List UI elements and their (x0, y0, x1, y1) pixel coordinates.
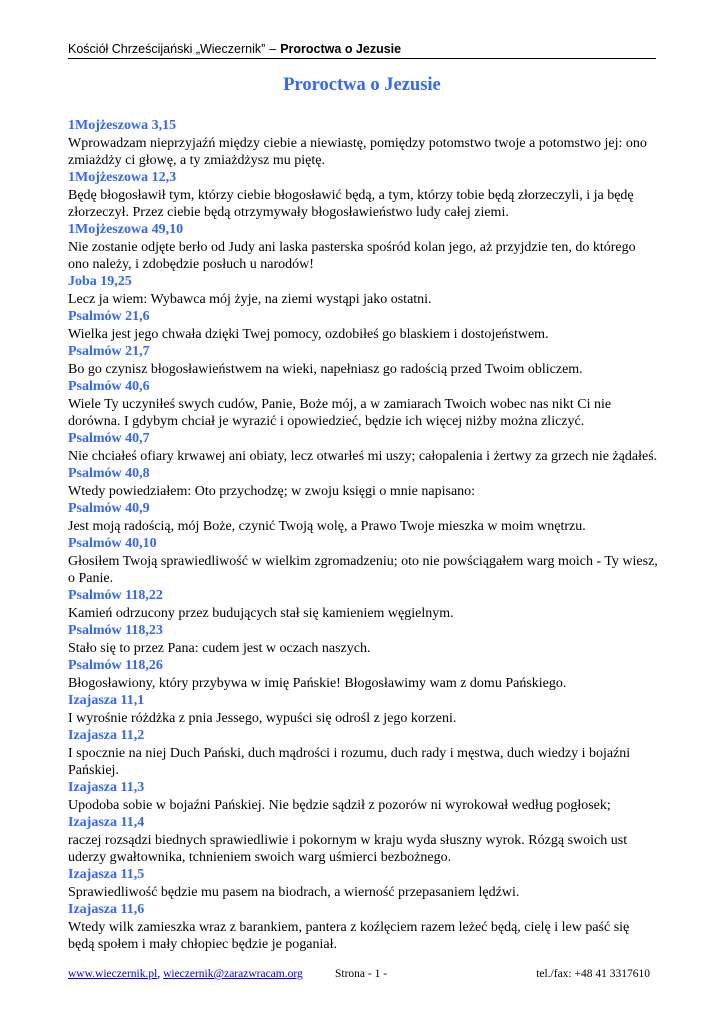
prophecy-entry (68, 535, 658, 587)
verse-text: Jest moją radością, mój Boże, czynić Twoją wolę, a Prawo Twoje mieszka w moim wnętrzu. (68, 519, 586, 534)
scripture-reference: 1Mojżeszowa 12,3 (68, 170, 177, 185)
prophecy-entry (68, 169, 658, 221)
website-link[interactable]: www.wieczernik.pl (68, 968, 158, 980)
verse-text: raczej rozsądzi biednych sprawiedliwie i pokornym w kraju wyda słuszny wyrok. Rózgą swoich ust uderzy gwałtownika, tchnieniem swoich warg uśmierci bezbożnego. (68, 833, 628, 865)
scripture-reference: Psalmów 40,6 (68, 379, 150, 394)
verse-text: Kamień odrzucony przez budujących stał się kamieniem węgielnym. (68, 606, 454, 621)
document-title: Proroctwa o Jezusie (283, 75, 441, 95)
verse-text: Wprowadzam nieprzyjaźń między ciebie a niewiastę, pomiędzy potomstwo twoje a potomstwo jej: ono zmiażdży ci głowę, a ty zmiażdżysz mu piętę. (68, 136, 647, 168)
verse-text: Błogosławiony, który przybywa w imię Pańskie! Błogosławimy wam z domu Pańskiego. (68, 676, 567, 691)
scripture-reference: 1Mojżeszowa 49,10 (68, 222, 184, 237)
prophecy-entry (68, 622, 658, 657)
prophecy-entry (68, 273, 658, 308)
contact-phone: tel./fax: +48 41 3317610 (536, 968, 650, 980)
scripture-reference: Izajasza 11,6 (68, 902, 145, 917)
scripture-reference: Psalmów 40,7 (68, 431, 150, 446)
verse-text: Wtedy powiedziałem: Oto przychodzę; w zwoju księgi o mnie napisano: (68, 484, 476, 499)
prophecy-entry (68, 117, 658, 169)
email-link[interactable]: wieczernik@zarazwracam.org (163, 968, 303, 980)
scripture-reference: Psalmów 21,6 (68, 309, 150, 324)
scripture-reference: Izajasza 11,2 (68, 728, 145, 743)
prophecy-entry (68, 378, 658, 430)
verse-text: Nie zostanie odjęte berło od Judy ani laska pasterska spośród kolan jego, aż przyjdzie ten, do którego ono należy, i zdobędzie posłuch u narodów! (68, 240, 636, 272)
scripture-reference: Psalmów 118,23 (68, 623, 163, 638)
prophecy-entry (68, 430, 658, 465)
verse-text: Bo go czynisz błogosławieństwem na wieki, napełniasz go radością przed Twoim obliczem. (68, 362, 583, 377)
verse-text: I wyrośnie różdżka z pnia Jessego, wypuści się odrośl z jego korzeni. (68, 711, 457, 726)
verse-text: Sprawiedliwość będzie mu pasem na biodrach, a wierność przepasaniem lędźwi. (68, 885, 520, 900)
verse-text: Wiele Ty uczyniłeś swych cudów, Panie, Boże mój, a w zamiarach Twoich wobec nas nikt Ci nie dorówna. I gdybym chciał je wyrazić i opowiedzieć, będzie ich więcej niżby można zliczyć. (68, 397, 612, 429)
prophecy-entry (68, 779, 658, 814)
header-separator: – (269, 42, 277, 56)
prophecy-entry (68, 343, 658, 378)
verse-text: Lecz ja wiem: Wybawca mój żyje, na ziemi wystąpi jako ostatni. (68, 292, 432, 307)
prophecy-entry (68, 692, 658, 727)
scripture-reference: Izajasza 11,1 (68, 693, 145, 708)
verse-text: I spocznie na niej Duch Pański, duch mądrości i rozumu, duch rady i męstwa, duch wiedzy i bojaźni Pańskiej. (68, 746, 631, 778)
footer-separator: , (157, 968, 161, 980)
scripture-reference: 1Mojżeszowa 3,15 (68, 118, 177, 133)
scripture-reference: Psalmów 40,8 (68, 466, 150, 481)
header-title: Proroctwa o Jezusie (280, 42, 402, 56)
verse-text: Wtedy wilk zamieszka wraz z barankiem, pantera z koźlęciem razem leżeć będą, cielę i lew paść się będą społem i mały chłopiec będzie je poganiał. (68, 920, 630, 952)
verse-text: Wielka jest jego chwała dzięki Twej pomocy, ozdobiłeś go blaskiem i dostojeństwem. (68, 327, 549, 342)
verse-text: Głosiłem Twoją sprawiedliwość w wielkim zgromadzeniu; oto nie powściągałem warg moich - Ty wiesz, o Panie. (68, 554, 658, 586)
prophecy-entry (68, 814, 658, 866)
prophecy-entry (68, 901, 658, 953)
scripture-reference: Psalmów 118,22 (68, 588, 163, 603)
prophecy-entry (68, 500, 658, 535)
prophecy-entry (68, 657, 658, 692)
prophecy-entry (68, 221, 658, 273)
scripture-reference: Psalmów 40,9 (68, 501, 150, 516)
page-header (68, 40, 656, 59)
scripture-reference: Psalmów 40,10 (68, 536, 157, 551)
scripture-reference: Izajasza 11,4 (68, 815, 145, 830)
scripture-reference: Izajasza 11,3 (68, 780, 145, 795)
verse-text: Upodoba sobie w bojaźni Pańskiej. Nie będzie sądził z pozorów ni wyrokował według pogłosek; (68, 798, 611, 813)
prophecy-entry (68, 727, 658, 779)
page-number: Strona - 1 - (335, 968, 388, 980)
prophecy-entry (68, 465, 658, 500)
scripture-reference: Joba 19,25 (68, 274, 132, 289)
verse-text: Będę błogosławił tym, którzy ciebie błogosławić będą, a tym, którzy tobie będą złorzeczyli, i ja będę złorzeczył. Przez ciebie będą otrzymywały błogosławieństwo ludy całej ziemi. (68, 188, 634, 220)
prophecy-list (68, 117, 658, 953)
page-footer (68, 966, 656, 982)
prophecy-entry (68, 587, 658, 622)
scripture-reference: Psalmów 118,26 (68, 658, 163, 673)
verse-text: Stało się to przez Pana: cudem jest w oczach naszych. (68, 641, 371, 656)
prophecy-entry (68, 866, 658, 901)
scripture-reference: Psalmów 21,7 (68, 344, 150, 359)
scripture-reference: Izajasza 11,5 (68, 867, 145, 882)
prophecy-entry (68, 308, 658, 343)
header-organization: Kościół Chrześcijański „Wieczernik” (68, 42, 266, 56)
verse-text: Nie chciałeś ofiary krwawej ani obiaty, lecz otwarłeś mi uszy; całopalenia i żertwy za grzech nie żądałeś. (68, 449, 658, 464)
